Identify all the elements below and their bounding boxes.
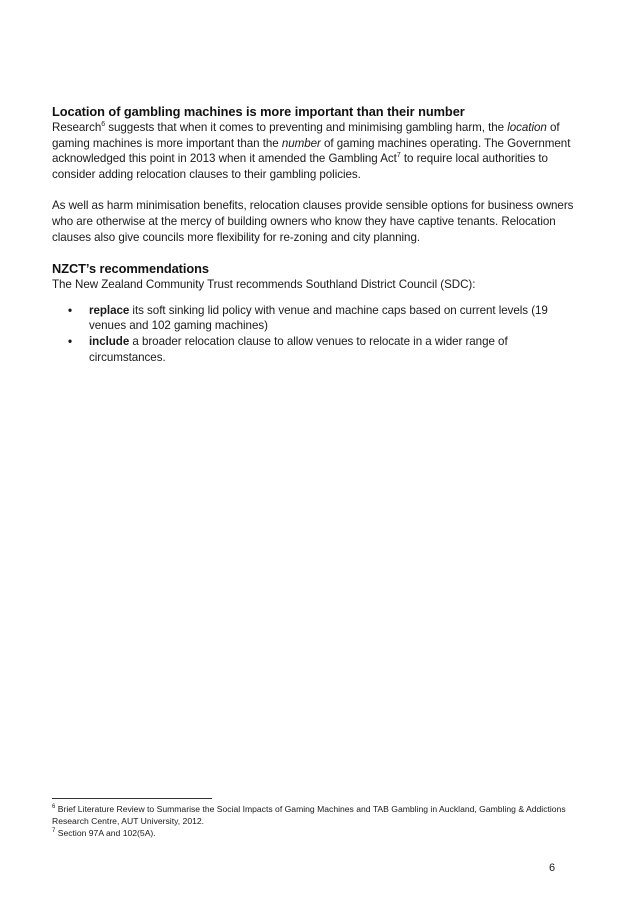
text-fragment: of gaming machines operating. The Government acknowledged this point in 2013 when it amended the Gambling Act xyxy=(52,136,571,166)
paragraph-harm-minimisation: As well as harm minimisation benefits, relocation clauses provide sensible options for business owners who are otherwise at the mercy of building owners who know they have captive tenants. Relocation clauses also give councils more flexibility for re-zoning and city planning. xyxy=(52,199,574,244)
footnote-number: 6 xyxy=(52,804,56,811)
footnote-number: 7 xyxy=(52,828,56,835)
emphasis-number: number xyxy=(281,136,321,150)
recommendation-text: a broader relocation clause to allow venues to relocate in a wider range of circumstances. xyxy=(89,334,508,364)
footnote-ref-6[interactable]: 6 xyxy=(101,121,106,129)
footnote-7 xyxy=(52,827,582,839)
footnote-text: Section 97A and 102(5A). xyxy=(55,828,156,838)
bullet-icon: • xyxy=(68,334,73,348)
text-fragment: of gaming machines is more important than the xyxy=(52,121,560,150)
recommendation-keyword: replace xyxy=(89,303,130,317)
footnote-6 xyxy=(52,803,582,827)
footnote-ref-7[interactable]: 7 xyxy=(396,152,401,160)
emphasis-location: location xyxy=(507,121,547,134)
footnotes xyxy=(52,803,582,839)
text-fragment: suggests that when it comes to preventing and minimising gambling harm, the xyxy=(105,121,508,134)
main-content xyxy=(52,104,582,365)
spacer xyxy=(52,182,582,198)
spacer xyxy=(52,293,582,303)
recommendations-list xyxy=(52,303,582,365)
paragraph-recommendations-intro: The New Zealand Community Trust recommends Southland District Council (SDC): xyxy=(52,278,476,292)
recommendation-keyword: include xyxy=(89,334,130,348)
recommendation-text: its soft sinking lid policy with venue and machine caps based on current levels (19 venues and 102 gaming machines) xyxy=(89,303,548,333)
list-item xyxy=(52,303,582,334)
text-fragment: to require local authorities to consider adding relocation clauses to their gambling policies. xyxy=(52,152,548,181)
footnote-text: Brief Literature Review to Summarise the Social Impacts of Gaming Machines and TAB Gambling in Auckland, Gambling & Addictions Research Centre, AUT University, 2012. xyxy=(52,804,566,826)
paragraph-research xyxy=(52,120,582,182)
list-item xyxy=(52,334,582,365)
spacer xyxy=(52,245,582,261)
footnote-divider xyxy=(52,798,212,799)
bullet-icon: • xyxy=(68,303,73,317)
text-fragment: Research xyxy=(52,121,102,134)
page-number: 6 xyxy=(549,862,556,874)
section-heading-recommendations: NZCT’s recommendations xyxy=(52,261,209,277)
section-heading-location: Location of gambling machines is more important than their number xyxy=(52,104,465,119)
